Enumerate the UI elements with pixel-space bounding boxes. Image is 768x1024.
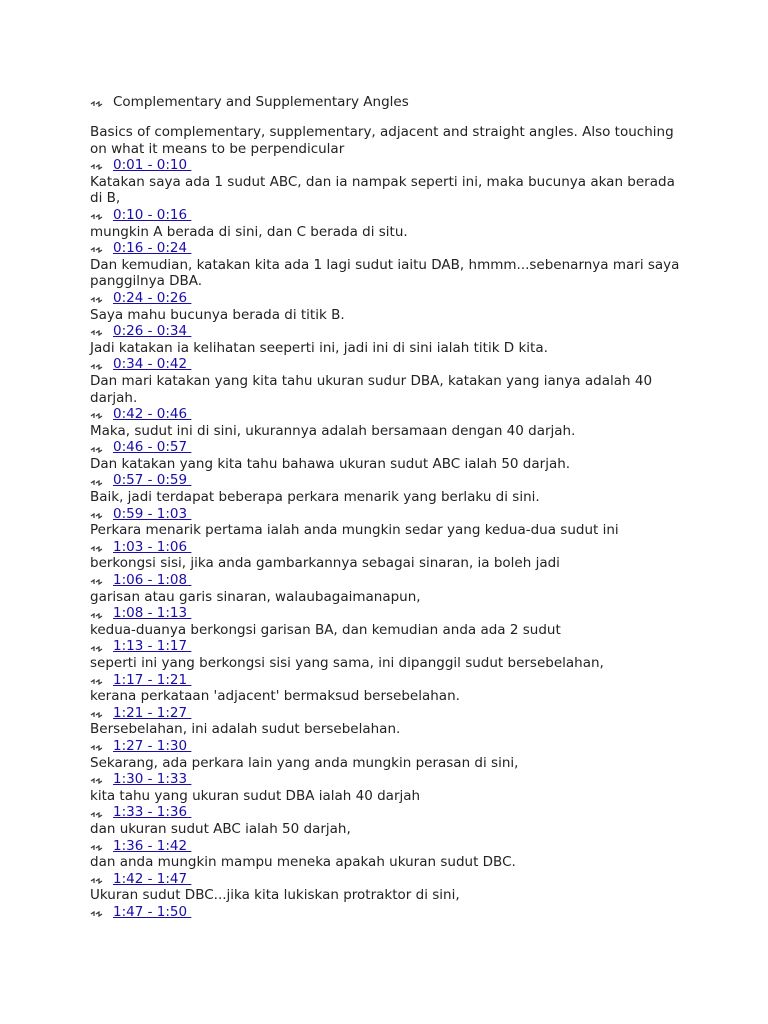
transcript-segment — [90, 871, 690, 904]
timestamp-link[interactable]: 1:42 - 1:47 — [113, 870, 192, 887]
timestamp-row — [90, 240, 690, 257]
captions-icon — [90, 844, 105, 854]
transcript-segment — [90, 240, 690, 290]
timestamp-link[interactable]: 0:24 - 0:26 — [113, 289, 192, 306]
timestamp-row — [90, 207, 690, 224]
timestamp-row — [90, 356, 690, 373]
captions-icon — [90, 578, 105, 588]
segment-text: Perkara menarik pertama ialah anda mungkin sedar yang kedua-dua sudut ini — [90, 522, 619, 539]
captions-icon — [90, 363, 105, 373]
timestamp-link[interactable]: 0:26 - 0:34 — [113, 323, 192, 340]
transcript-segment — [90, 804, 690, 837]
transcript-segment — [90, 572, 690, 605]
timestamp-link[interactable]: 1:33 - 1:36 — [113, 804, 192, 821]
segment-text: Baik, jadi terdapat beberapa perkara menarik yang berlaku di sini. — [90, 489, 540, 506]
segment-text: kedua-duanya berkongsi garisan BA, dan kemudian anda ada 2 sudut — [90, 621, 561, 638]
captions-icon — [90, 811, 105, 821]
segment-text: garisan atau garis sinaran, walaubagaimanapun, — [90, 588, 421, 605]
captions-icon — [90, 329, 105, 339]
timestamp-link[interactable]: 0:42 - 0:46 — [113, 406, 192, 423]
transcript-segment — [90, 738, 690, 771]
segment-text: kita tahu yang ukuran sudut DBA ialah 40 darjah — [90, 787, 421, 804]
captions-icon — [90, 100, 105, 110]
segment-text: mungkin A berada di sini, dan C berada di situ. — [90, 223, 408, 240]
timestamp-link[interactable]: 1:30 - 1:33 — [113, 771, 192, 788]
segment-text: Ukuran sudut DBC...jika kita lukiskan protraktor di sini, — [90, 887, 460, 904]
timestamp-row — [90, 439, 690, 456]
segment-text: dan ukuran sudut ABC ialah 50 darjah, — [90, 820, 351, 837]
segment-text: Dan katakan yang kita tahu bahawa ukuran sudut ABC ialah 50 darjah. — [90, 455, 571, 472]
transcript-segment — [90, 207, 690, 240]
timestamp-row — [90, 572, 690, 589]
segment-text: seperti ini yang berkongsi sisi yang sama, ini dipanggil sudut bersebelahan, — [90, 655, 604, 671]
transcript-segment — [90, 439, 690, 472]
timestamp-row — [90, 871, 690, 888]
timestamp-link[interactable]: 0:34 - 0:42 — [113, 356, 192, 373]
segment-text: Bersebelahan, ini adalah sudut bersebelahan. — [90, 721, 401, 738]
captions-icon — [90, 412, 105, 422]
captions-icon — [90, 910, 105, 920]
timestamp-row — [90, 290, 690, 307]
segment-text: kerana perkataan 'adjacent' bermaksud bersebelahan. — [90, 688, 460, 705]
timestamp-link[interactable]: 0:59 - 1:03 — [113, 505, 192, 522]
transcript-segment — [90, 157, 690, 207]
transcript-segment — [90, 290, 690, 323]
timestamp-row — [90, 771, 690, 788]
captions-icon — [90, 479, 105, 489]
segment-text: dan anda mungkin mampu meneka apakah ukuran sudut DBC. — [90, 854, 516, 871]
description: Basics of complementary, supplementary, adjacent and straight angles. Also touching on what it means to be perpendicular — [90, 124, 674, 157]
timestamp-row — [90, 638, 690, 655]
captions-icon — [90, 744, 105, 754]
timestamp-row — [90, 804, 690, 821]
timestamp-row — [90, 705, 690, 722]
transcript-segment — [90, 672, 690, 705]
captions-icon — [90, 213, 105, 223]
page-title: Complementary and Supplementary Angles — [113, 94, 409, 110]
timestamp-link[interactable]: 1:03 - 1:06 — [113, 538, 192, 555]
timestamp-row — [90, 738, 690, 755]
timestamp-link[interactable]: 1:36 - 1:42 — [113, 837, 192, 854]
timestamp-row — [90, 838, 690, 855]
timestamp-link[interactable]: 0:16 - 0:24 — [113, 240, 192, 257]
timestamp-row — [90, 323, 690, 340]
transcript-segment — [90, 356, 690, 406]
transcript-segment — [90, 539, 690, 572]
timestamp-link[interactable]: 0:10 - 0:16 — [113, 206, 192, 223]
segment-text: berkongsi sisi, jika anda gambarkannya sebagai sinaran, ia boleh jadi — [90, 555, 560, 572]
timestamp-row — [90, 904, 690, 921]
captions-icon — [90, 645, 105, 655]
timestamp-link[interactable]: 1:17 - 1:21 — [113, 671, 192, 688]
transcript-segment — [90, 323, 690, 356]
segment-text: Katakan saya ada 1 sudut ABC, dan ia nampak seperti ini, maka bucunya akan berada di B, — [90, 173, 675, 207]
timestamp-link[interactable]: 0:57 - 0:59 — [113, 472, 192, 489]
transcript-segment — [90, 406, 690, 439]
segment-text: Dan kemudian, katakan kita ada 1 lagi sudut iaitu DAB, hmmm...sebenarnya mari saya panggilnya DBA. — [90, 256, 680, 290]
transcript-segment — [90, 705, 690, 738]
segment-text: Sekarang, ada perkara lain yang anda mungkin perasan di sini, — [90, 754, 519, 771]
transcript-segments — [90, 157, 690, 920]
timestamp-link[interactable]: 0:46 - 0:57 — [113, 439, 192, 456]
captions-icon — [90, 877, 105, 887]
transcript-segment — [90, 838, 690, 871]
transcript-segment — [90, 638, 690, 671]
transcript-segment — [90, 904, 690, 921]
timestamp-row — [90, 472, 690, 489]
segment-text: Saya mahu bucunya berada di titik B. — [90, 306, 345, 323]
timestamp-link[interactable]: 1:13 - 1:17 — [113, 638, 192, 655]
timestamp-row — [90, 672, 690, 689]
timestamp-link[interactable]: 1:21 - 1:27 — [113, 704, 192, 721]
captions-icon — [90, 446, 105, 456]
captions-icon — [90, 163, 105, 173]
timestamp-row — [90, 605, 690, 622]
captions-icon — [90, 711, 105, 721]
timestamp-row — [90, 506, 690, 523]
transcript-segment — [90, 472, 690, 505]
title-row — [90, 92, 690, 112]
transcript-segment — [90, 605, 690, 638]
captions-icon — [90, 777, 105, 787]
segment-text: Jadi katakan ia kelihatan seeperti ini, jadi ini di sini ialah titik D kita. — [90, 339, 548, 356]
captions-icon — [90, 612, 105, 622]
captions-icon — [90, 678, 105, 688]
transcript-page — [90, 92, 690, 921]
transcript-segment — [90, 506, 690, 539]
timestamp-link[interactable]: 1:27 - 1:30 — [113, 737, 192, 754]
captions-icon — [90, 512, 105, 522]
timestamp-link[interactable]: 0:01 - 0:10 — [113, 157, 192, 174]
timestamp-row — [90, 157, 690, 174]
captions-icon — [90, 545, 105, 555]
timestamp-link[interactable]: 1:08 - 1:13 — [113, 605, 192, 622]
segment-text: Dan mari katakan yang kita tahu ukuran sudur DBA, katakan yang ianya adalah 40 darjah. — [90, 372, 653, 406]
segment-text: Maka, sudut ini di sini, ukurannya adalah bersamaan dengan 40 darjah. — [90, 422, 576, 439]
timestamp-row — [90, 406, 690, 423]
captions-icon — [90, 246, 105, 256]
timestamp-link[interactable]: 1:06 - 1:08 — [113, 572, 192, 589]
captions-icon — [90, 296, 105, 306]
timestamp-link[interactable]: 1:47 - 1:50 — [113, 903, 192, 920]
transcript-segment — [90, 771, 690, 804]
timestamp-row — [90, 539, 690, 556]
